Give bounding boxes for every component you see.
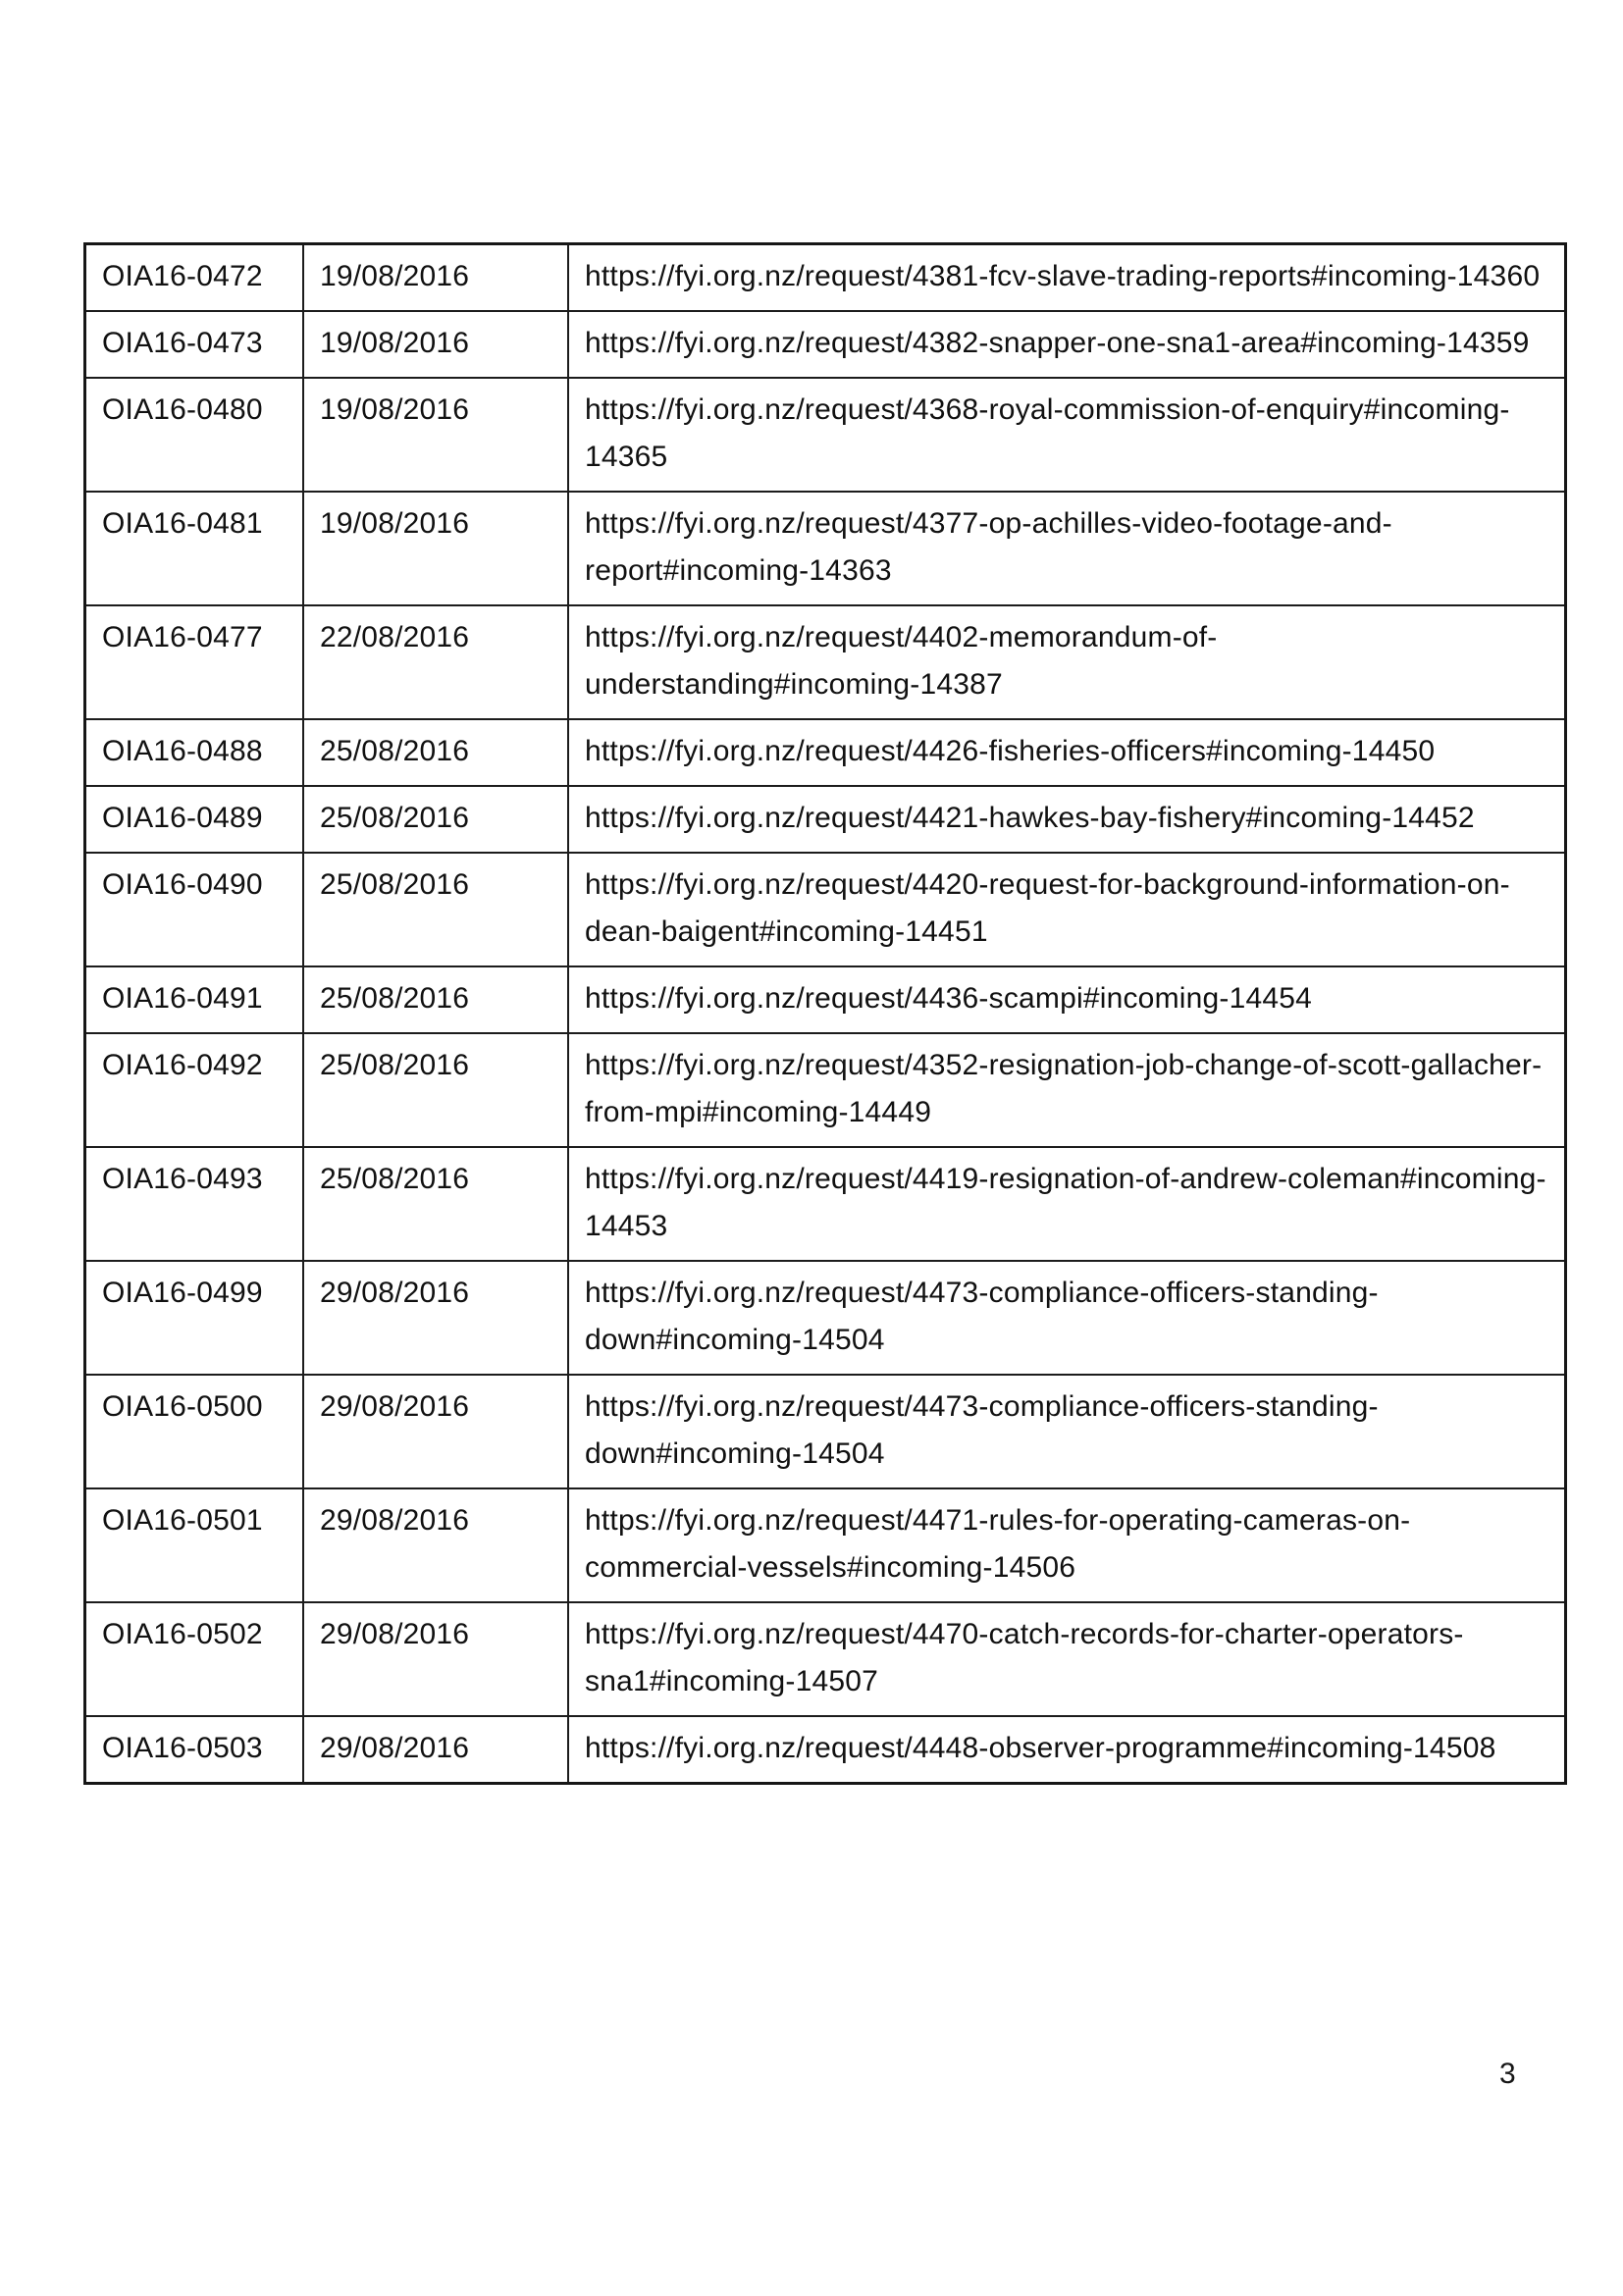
- date-cell: 29/08/2016: [303, 1716, 568, 1784]
- table-row: [85, 378, 1566, 492]
- url-cell: https://fyi.org.nz/request/4470-catch-records-for-charter-operators-sna1#incoming-14507: [568, 1602, 1566, 1716]
- table-row: [85, 1261, 1566, 1375]
- url-cell: https://fyi.org.nz/request/4421-hawkes-bay-fishery#incoming-14452: [568, 786, 1566, 853]
- reference-cell: OIA16-0490: [85, 853, 304, 966]
- url-cell: https://fyi.org.nz/request/4352-resignation-job-change-of-scott-gallacher-from-mpi#incoming-14449: [568, 1033, 1566, 1147]
- date-cell: 19/08/2016: [303, 492, 568, 605]
- table-row: [85, 1716, 1566, 1784]
- table-row: [85, 492, 1566, 605]
- date-cell: 29/08/2016: [303, 1261, 568, 1375]
- date-cell: 25/08/2016: [303, 1033, 568, 1147]
- url-cell: https://fyi.org.nz/request/4473-compliance-officers-standing-down#incoming-14504: [568, 1261, 1566, 1375]
- table-row: [85, 1602, 1566, 1716]
- url-cell: https://fyi.org.nz/request/4368-royal-commission-of-enquiry#incoming-14365: [568, 378, 1566, 492]
- reference-cell: OIA16-0472: [85, 244, 304, 312]
- date-cell: 25/08/2016: [303, 719, 568, 786]
- date-cell: 25/08/2016: [303, 1147, 568, 1261]
- reference-cell: OIA16-0501: [85, 1488, 304, 1602]
- reference-cell: OIA16-0502: [85, 1602, 304, 1716]
- url-cell: https://fyi.org.nz/request/4419-resignation-of-andrew-coleman#incoming-14453: [568, 1147, 1566, 1261]
- reference-cell: OIA16-0493: [85, 1147, 304, 1261]
- url-cell: https://fyi.org.nz/request/4420-request-for-background-information-on-dean-baigent#incoming-14451: [568, 853, 1566, 966]
- table-row: [85, 311, 1566, 378]
- reference-cell: OIA16-0489: [85, 786, 304, 853]
- table-row: [85, 605, 1566, 719]
- reference-cell: OIA16-0481: [85, 492, 304, 605]
- oia-request-table: [83, 242, 1567, 1785]
- url-cell: https://fyi.org.nz/request/4448-observer-programme#incoming-14508: [568, 1716, 1566, 1784]
- url-cell: https://fyi.org.nz/request/4377-op-achilles-video-footage-and-report#incoming-14363: [568, 492, 1566, 605]
- page-number: 3: [1499, 2058, 1516, 2090]
- url-cell: https://fyi.org.nz/request/4473-compliance-officers-standing-down#incoming-14504: [568, 1375, 1566, 1488]
- url-cell: https://fyi.org.nz/request/4436-scampi#incoming-14454: [568, 966, 1566, 1033]
- oia-request-table-body: [85, 244, 1566, 1784]
- table-row: [85, 853, 1566, 966]
- reference-cell: OIA16-0503: [85, 1716, 304, 1784]
- date-cell: 19/08/2016: [303, 311, 568, 378]
- url-cell: https://fyi.org.nz/request/4381-fcv-slave-trading-reports#incoming-14360: [568, 244, 1566, 312]
- table-row: [85, 1033, 1566, 1147]
- url-cell: https://fyi.org.nz/request/4471-rules-for-operating-cameras-on-commercial-vessels#incoming-14506: [568, 1488, 1566, 1602]
- reference-cell: OIA16-0488: [85, 719, 304, 786]
- date-cell: 25/08/2016: [303, 966, 568, 1033]
- reference-cell: OIA16-0500: [85, 1375, 304, 1488]
- url-cell: https://fyi.org.nz/request/4402-memorandum-of-understanding#incoming-14387: [568, 605, 1566, 719]
- url-cell: https://fyi.org.nz/request/4382-snapper-one-sna1-area#incoming-14359: [568, 311, 1566, 378]
- reference-cell: OIA16-0480: [85, 378, 304, 492]
- table-row: [85, 1147, 1566, 1261]
- table-row: [85, 1488, 1566, 1602]
- reference-cell: OIA16-0499: [85, 1261, 304, 1375]
- reference-cell: OIA16-0473: [85, 311, 304, 378]
- reference-cell: OIA16-0491: [85, 966, 304, 1033]
- reference-cell: OIA16-0477: [85, 605, 304, 719]
- reference-cell: OIA16-0492: [85, 1033, 304, 1147]
- table-row: [85, 786, 1566, 853]
- date-cell: 29/08/2016: [303, 1602, 568, 1716]
- date-cell: 19/08/2016: [303, 378, 568, 492]
- date-cell: 25/08/2016: [303, 853, 568, 966]
- table-row: [85, 1375, 1566, 1488]
- date-cell: 19/08/2016: [303, 244, 568, 312]
- date-cell: 22/08/2016: [303, 605, 568, 719]
- date-cell: 29/08/2016: [303, 1375, 568, 1488]
- table-row: [85, 244, 1566, 312]
- date-cell: 25/08/2016: [303, 786, 568, 853]
- table-row: [85, 719, 1566, 786]
- date-cell: 29/08/2016: [303, 1488, 568, 1602]
- table-row: [85, 966, 1566, 1033]
- url-cell: https://fyi.org.nz/request/4426-fisheries-officers#incoming-14450: [568, 719, 1566, 786]
